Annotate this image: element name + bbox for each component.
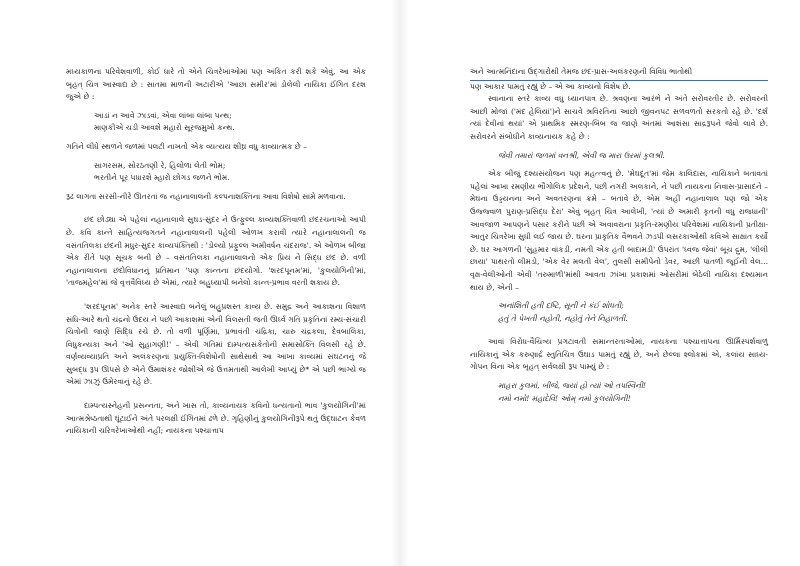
verse-line: હતું તે પેખતી નહોતી, નહોતું તેને નિહાળતી. <box>498 313 628 323</box>
left-paragraph-5: 'શરદપૂનમ' અનેક સ્તરે આસ્વાદ્ય બનેલું બહુપ્રશસ્ત કાવ્ય છે. સમુદ્ર અને આકાશના વિશાળ સંધિ-આરે થતો ચંદ્રનો ઉદય ને પછી આકાશમાં એની વિલસતી જતી ઊર્ધ્વ ગતિ પ્રકૃતિનાં રમ્ય-સંચારી ચિત્રોની જાણે સિદ્ધિ રચે છે. તો વળી પૂર્ણિમા, પ્રભાવંતી ચંદ્રિકા, ચારુ ચંદ્રકલા, દેવબાલિકા, વિધુકન્યકા અને 'ઓ સુહાગણી!' – એવી ગતિમાં દામ્પત્યસંકેતોની સમાસોક્તિ વિલસી રહે છે. વર્ણવ્યવ્યાપ્રતિ અને અલંકરણના પ્રયુક્તિ-વિશેષોની સાથેસાથે આ આખા કાવ્યમાં સંઘટનનું જે સુબદ્ધ રૂપ ઊપસે છે એને ઉમાશંકર જોશીએ જે ઉત્તમતાથી આલેખી આપ્યું છે* એ પછી ભાગ્યે જ એમાં ઝાઝું ઉમેરવાનું રહે છે. <box>66 301 366 387</box>
right-verse-3 <box>498 380 768 405</box>
paragraph-continuation: પણ આકાર પામતું રહ્યું છે – એ આ કાવ્યનો વિશેષ છે. <box>470 81 631 91</box>
verse-line: ભરતીને પૂર પધારશે મ્હારો છોગડ જળને ભોમ. <box>94 173 230 183</box>
verse-line: માહરા કુલમાં, બીજે, જ્યાં હો ત્યાં ઓ તપસ્વિની! <box>498 381 647 391</box>
right-paragraph-1 <box>470 66 768 93</box>
left-paragraph-3: રૂઢ લાગતા સરસી-નીરે ઊતરતાં જ નહાનાલાલની કલ્પનાશક્તિના આવા વિશેષો સામે મળવાના. <box>66 191 346 201</box>
right-paragraph-4: આવાં વિરોધ-વૈચિત્ર્ય પ્રગટાવતી સમાન્તરતાઓમાં, નાયકના પશ્ચાત્તાપના ઊર્મિસ્પર્શવાળું નાયિકાનું એક કરુણાર્દ્ર સ્તુતિચિત્ર ઉઘાડ પામતું રહ્યું છે, અને છેલ્લા શ્લોકમાં એ, કલાંય સાધ્ય-ગોપન વિના એક બૃહત્ સર્વલક્ષી રૂપ પામ્યું છે : <box>470 337 768 372</box>
verse-line: આડાં ન આવે ઝાડવાં, એવા લાંબા લાંબા પન્થ; <box>94 110 232 120</box>
right-page <box>400 0 800 566</box>
left-verse-1 <box>94 110 366 135</box>
verse-line: સાગરસમ, સોરઠતણી રે, હિલોળા લેતી ભોમ; <box>94 160 226 170</box>
verse-line: જેવી તમારાં જળમાં વનશ્રી, એવી જ મારા ઉરમાં કુલશ્રી. <box>498 150 665 160</box>
left-verse-2 <box>94 160 366 185</box>
highlighted-line: અને આત્મનિંદાના ઉદ્‌ગારોથી તેમજ છંદ-પ્રાસ-અલંકરણની વિવિધ ભાતોથી <box>470 66 768 81</box>
right-verse-1 <box>498 150 768 163</box>
left-paragraph-6: દામ્પત્યસ્નેહની પ્રસન્નતા, અને ખાસ તો, કાવ્યનાયક કવિનો ધન્યતાનો ભાવ 'કુલયોગિની'માં આત્મશ્રેષ્ઠતાથી ઘૂંટાઈને અંતે પરલક્ષી ઈંગિતમાં ઢળે છે. ગૃહિણીનું કુલયોગિનીરૂપે થતું ઉદ્‌ઘાટન કેવળ નાયિકાની ચરિત્રરેખાઓથી નહીં; નાયકના પશ્ચાત્તાપ <box>66 401 366 436</box>
left-paragraph-4: છંદ છોડ્યા એ પહેલાં નહાનાલાલે સુઘડ-સુંદર ને ઉત્ફુલ્લ કાવ્યશક્તિવાળી છંદરચનાઓ આપી છે. કવિ કાન્તે સાહિત્યજગતને નહાનાલાલની પહેલી ઓળખ કરાવી ત્યારે નહાનાલાલની જ વસંતતિલકા છંદની મધુર-સુંદર કાવ્યપંક્તિથી : 'ડોલ્યો પ્રફુલ્લ અમીવર્ષન ચંદરાજ'. એ ઓળખ બીજા એક રીતે પણ સૂચક બની છે – વસંતતિલકા નહાનાલાલનો એક પ્રિય ને સિદ્ધ છંદ છે. વળી નહાનાલાલના છંદોવિધાનનું પ્રતિમાન 'પણ કાન્તના છંદયોગો. 'શરદપૂનમ'માં, 'કુલયોગિની'માં, 'તાજમહેલ'માં જે વૃત્તવૈવિધ્ય છે એમાં, ત્યારે બહુધ્યાપી બનેલો કાન્ત-પ્રભાવ વરતી શકાય છે. <box>66 215 366 288</box>
verse-line: અનાંશિતી હતી દષ્ટિ, સૂની ને કંઈ શોધતી; <box>498 301 624 311</box>
right-text-column <box>470 66 768 411</box>
right-paragraph-3: એક બીજું દશ્યસંયોજન પણ મહત્ત્વનું છે. 'મેઘદૂત'માં જેમ કાલિદાસ, નાયિકાને બતાવતાં પહેલાં આખા રમણીય ભૌગોલિક પ્રદેશને, પછી નગરી અલકાને, ને પછી નાયકના નિવાસ-પ્રાસાદને – મેઘના ઉડ્ડયનના અને અવતરણના ક્રમે – બતાવે છે, એમ અહીં નહાનાલાલ પણ જો એક ઉજ્જ્વાળ પુરાણ-પ્રસિદ્ધ દેરા' એવું બૃહત્‌ ચિત્ર આલેખી, 'ત્યાં છે અમારી કૃતની વધુ રાજધાની' આવજાળ આપણને પસાર કરીને પછી એ અવાવરાના પ્રકૃતિ-રમણીય પરિવેશમાં નાયિકાની પ્રતીક્ષા-આતુર ચિત્રરેખા સુધી લઈ જાય છે. ઘરના પ્રાકૃતિક વૈભવને ઝડપી લસરકાઓથી કવિએ સાક્ષાત કર્યો છે. ઘર આગળની 'સુહૃમાર વાંકડી, નમતી એક હતી બાદામડી' ઉપરાંત 'ધ્વજ જેવાં' બૂચ દ્રુમ, 'લીલી છાયા' પાથરતો લીમડો, 'એક વેર મલતી વેલ', તુલસી સમીપેનો ડેવર, આછી પાતળી જૂઈની વેલ... વૃક્ષ-વેલીઓની એવી 'તરુમાળી'માંથી આવતા ઝાંખા પ્રકાશમાં ઓસરીમાં બેઠેલી નાયિકા દશ્યમાન થાય છે, એની – <box>470 169 768 292</box>
verse-line: નમો નમો! મહાદેવિ! ઓમ્ નમો કુલયોગિની! <box>498 393 631 403</box>
left-paragraph-2: ગતિને લીધે સ્થળને જળમાં પલટી નાખતો એક વ્યત્યય શીઘ્ર વધુ કાવ્યાત્મક છે – <box>66 141 308 151</box>
right-verse-2 <box>498 300 768 325</box>
verse-line: માણકીએ ચડી આવશે મહારો સૂરજમુખો કન્થ. <box>94 123 235 133</box>
right-paragraph-2: સ્વાનાના સ્તરે કાવ્ય વધુ ધ્યાનપાત્ર છે. શ્રવણના આરંભે ને અંતે સરોવરતીર છે. સરોવરની આછી મોજાં ('મંદ હેલિયાં')ને સાચવે શ્રવિરતિના આછો જીવનપટ સળવળતો સરકતો રહે છે. 'દર્શ ત્યાં દેવીનાં થયાં' એ પ્રાથમિક સ્મરણ-બિંબ જ જાણે અંતમાં આશંસા સાદ્રરૂપને જેવો લાવે છે. સરોવરને સંબોધીને કાવ્યનાયક કહે છે : <box>470 94 768 141</box>
left-paragraph-1: મધ્યકાળના પરિવેશવાળી, કોઈ ધારે તો એને ચિત્રરેખાઓમાં પણ અંકિત કરી શકે એવું, આ એક બૃહત્ ચિત્ર આસ્વાદ્ય છે : સાતમા માળની અટારીએ 'આછા સમીર'માં ડોલેલી નાયિકા ઈંગિત દરશ જુએ છે : <box>66 67 366 102</box>
left-text-column <box>66 66 366 438</box>
